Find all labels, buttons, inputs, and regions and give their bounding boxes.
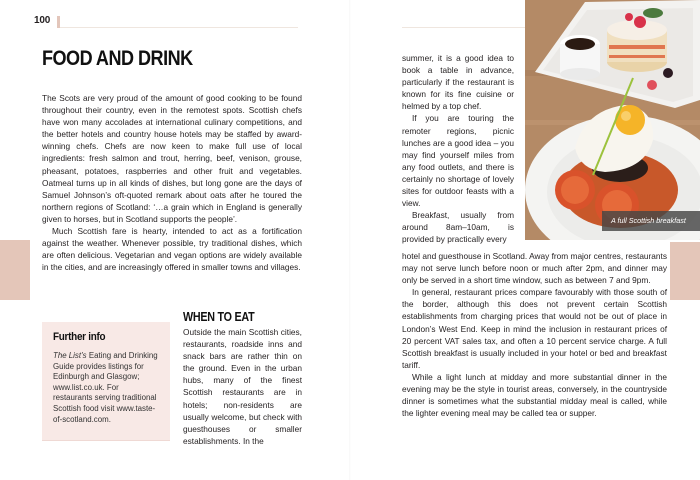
chapter-tab-left: [0, 240, 30, 300]
further-info-box: [42, 322, 170, 441]
intro-column: [42, 92, 302, 273]
further-info-body: Eating and Drinking Guide provides listings for Edinburgh and Glasgow; www.list.co.uk. For restaurants serving traditional Scottish food visit www.taste-of-scotland.com.: [53, 351, 158, 424]
when-to-eat-column: [183, 326, 302, 447]
body-paragraph: hotel and guesthouse in Scotland. Away from major centres, restaurants may not serve lunch before noon or much after 2pm, and dinner may only be served in a short time window, such as between 7 and 9pm.: [402, 251, 667, 286]
breakfast-photo: [525, 0, 700, 240]
publication-name: The List’s: [53, 351, 87, 360]
further-info-title: Further info: [53, 331, 106, 343]
gutter-shadow: [349, 0, 351, 480]
chapter-tab-right: [670, 242, 700, 300]
wide-column: [402, 250, 667, 419]
intro-paragraph: Much Scottish fare is hearty, intended to act as a fortification against the weather. Whenever possible, try traditional dishes, which are often delicious. Vegetarian and vegan options are widely available in the cities, and are increasingly offered in smaller towns and villages.: [42, 226, 302, 273]
section-heading-when-to-eat: WHEN TO EAT: [183, 310, 255, 324]
header-rule: [402, 27, 525, 28]
page-number: 100: [34, 15, 51, 26]
body-paragraph: Breakfast, usually from around 8am–10am, is provided by practically every: [402, 210, 514, 245]
further-info-text: [53, 351, 160, 425]
intro-paragraph: The Scots are very proud of the amount of good cooking to be found throughout their country, even in the remotest spots. Scottish chefs have won many accolades at international culinary competitions, and the better hotels and country house hotels may be staffed by award-winning chefs. Chefs are now keen to make full use of local ingredients: fresh salmon and trout, herring, beef, venison, grouse, pheasant, potatoes, raspberries and other fruit and vegetables. Oatmeal turns up in all kinds of dishes, but long gone are the days of Samuel Johnson’s oft-quoted remark about oats after he toured the northern regions of Scotland: ‘…a grain which in England is generally given to horses, but in Scotland supports the people’.: [42, 93, 302, 224]
when-to-eat-paragraph: Outside the main Scottish cities, restaurants, roadside inns and snack bars are rather thin on the ground. Even in the urban hubs, many of the finest Scottish restaurants are in hotels; non-residents are usually welcome, but check with guesthouses or smaller establishments. In the: [183, 327, 302, 446]
header-rule: [60, 27, 298, 28]
photo-caption: A full Scottish breakfast: [602, 211, 700, 231]
body-paragraph: While a light lunch at midday and more substantial dinner in the evening may be the style in tourist areas, conversely, in the countryside dinner is sometimes what the substantial midday meal is called, while the lighter evening meal may be called tea or supper.: [402, 371, 667, 419]
breakfast-photo-illustration: [525, 0, 700, 240]
narrow-column: [402, 52, 514, 246]
body-paragraph: summer, it is a good idea to book a table in advance, particularly if the restaurant is known for its fine cuisine or helmed by a top chef.: [402, 53, 514, 112]
body-paragraph: In general, restaurant prices compare favourably with those south of the border, although this does not prevent certain Scottish establishments from charging prices that would not be out of place in London’s West End. Keep in mind the inclusion in restaurant prices of 20 percent VAT sales tax, and often a 10 percent service charge. A full Scottish breakfast is usually included in your hotel or bed and breakfast tariff.: [402, 287, 667, 370]
body-paragraph: If you are touring the remoter regions, picnic lunches are a good idea – you may find yourself miles from any food outlets, and there is certainly no shortage of lovely sites for outdoor feasts with a view.: [402, 113, 514, 209]
page-title: FOOD AND DRINK: [42, 47, 193, 70]
